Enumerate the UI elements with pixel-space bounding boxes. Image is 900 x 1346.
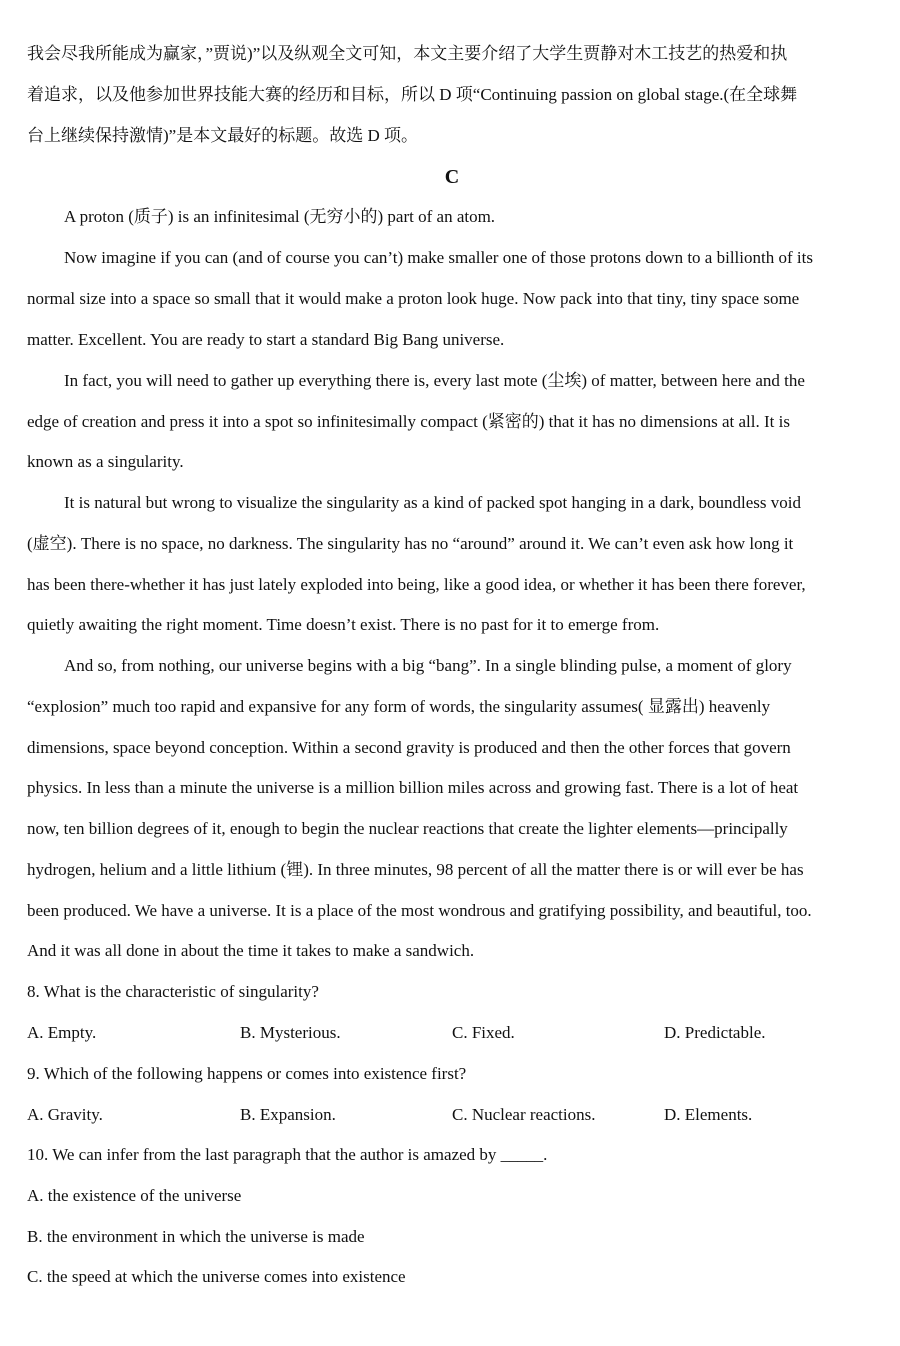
question-10-option-a: A. the existence of the universe <box>27 1186 242 1205</box>
intro-line-2: 着追求，以及他参加世界技能大赛的经历和目标，所以 D 项“Continuing passion on global stage.(在全球舞 <box>27 85 798 104</box>
paragraph-2-line-1: Now imagine if you can (and of course you can’t) make smaller one of those protons down to a billionth of its <box>64 248 813 267</box>
question-9-option-c: C. Nuclear reactions. <box>452 1105 596 1124</box>
paragraph-5-line-3: dimensions, space beyond conception. Within a second gravity is produced and then the other forces that govern <box>27 738 791 757</box>
question-10-option-b: B. the environment in which the universe is made <box>27 1227 365 1246</box>
question-10-option-c: C. the speed at which the universe comes into existence <box>27 1267 406 1286</box>
paragraph-3-line-2: edge of creation and press it into a spot so infinitesimally compact (紧密的) that it has no dimensions at all. It is <box>27 412 790 431</box>
question-8-option-c: C. Fixed. <box>452 1023 515 1042</box>
paragraph-5-line-6: hydrogen, helium and a little lithium (锂). In three minutes, 98 percent of all the matter there is or will ever be has <box>27 860 804 879</box>
paragraph-4-line-4: quietly awaiting the right moment. Time doesn’t exist. There is no past for it to emerge from. <box>27 615 660 634</box>
paragraph-3-line-3: known as a singularity. <box>27 452 184 471</box>
paragraph-5-line-7: been produced. We have a universe. It is a place of the most wondrous and gratifying possibility, and beautiful, too. <box>27 901 812 920</box>
paragraph-3-line-1: In fact, you will need to gather up everything there is, every last mote (尘埃) of matter, between here and the <box>64 371 805 390</box>
section-heading: C <box>444 166 460 188</box>
paragraph-4-line-2: (虚空). There is no space, no darkness. The singularity has no “around” around it. We can’t even ask how long it <box>27 534 794 553</box>
question-8-option-b: B. Mysterious. <box>240 1023 341 1042</box>
paragraph-1: A proton (质子) is an infinitesimal (无穷小的) part of an atom. <box>64 207 496 226</box>
question-9-stem: 9. Which of the following happens or comes into existence first? <box>27 1064 467 1083</box>
question-9-option-d: D. Elements. <box>664 1105 753 1124</box>
paragraph-5-line-1: And so, from nothing, our universe begins with a big “bang”. In a single blinding pulse, a moment of glory <box>64 656 792 675</box>
paragraph-2-line-2: normal size into a space so small that it would make a proton look huge. Now pack into that tiny, tiny space some <box>27 289 800 308</box>
question-9-option-b: B. Expansion. <box>240 1105 336 1124</box>
paragraph-5-line-5: now, ten billion degrees of it, enough to begin the nuclear reactions that create the lighter elements—principally <box>27 819 788 838</box>
intro-line-1: 我会尽我所能成为赢家，”贾说)”以及纵观全文可知，本文主要介绍了大学生贾静对木工技艺的热爱和执 <box>27 44 788 63</box>
question-9-option-a: A. Gravity. <box>27 1105 103 1124</box>
question-10-stem: 10. We can infer from the last paragraph that the author is amazed by _____. <box>27 1145 548 1164</box>
intro-line-3: 台上继续保持激情)”是本文最好的标题。故选 D 项。 <box>27 126 418 145</box>
question-8-option-d: D. Predictable. <box>664 1023 766 1042</box>
paragraph-5-line-4: physics. In less than a minute the universe is a million billion miles across and growing fast. There is a lot of heat <box>27 778 799 797</box>
paragraph-5-line-8: And it was all done in about the time it takes to make a sandwich. <box>27 941 475 960</box>
question-8-option-a: A. Empty. <box>27 1023 97 1042</box>
paragraph-4-line-3: has been there-whether it has just lately exploded into being, like a good idea, or whether it has been there forever, <box>27 575 806 594</box>
paragraph-4-line-1: It is natural but wrong to visualize the singularity as a kind of packed spot hanging in a dark, boundless void <box>64 493 801 512</box>
paragraph-5-line-2: “explosion” much too rapid and expansive for any form of words, the singularity assumes( 显露出) heavenly <box>27 697 771 716</box>
paragraph-2-line-3: matter. Excellent. You are ready to start a standard Big Bang universe. <box>27 330 505 349</box>
question-8-stem: 8. What is the characteristic of singularity? <box>27 982 319 1001</box>
